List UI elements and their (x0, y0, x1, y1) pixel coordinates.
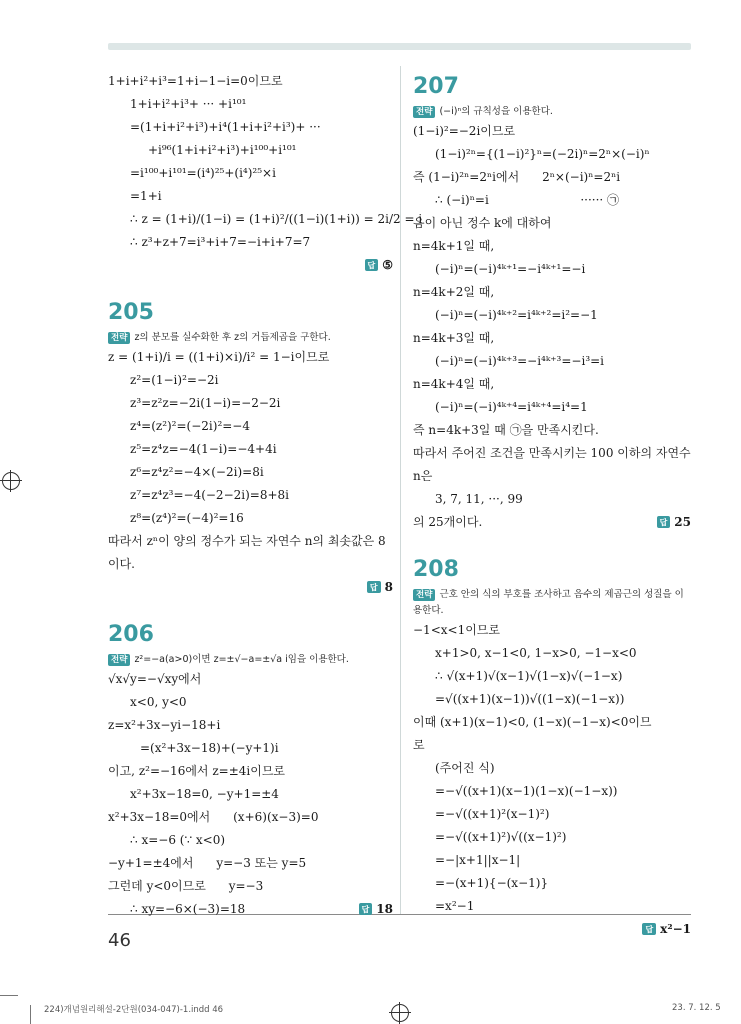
solution-line: z²=(1−i)²=−2i (130, 373, 219, 387)
solution-line: =−(x+1){−(x−1)} (435, 876, 549, 890)
solution-line: =x²−1 (435, 899, 475, 913)
solution-line: 로 (413, 738, 425, 752)
footer-date: 23. 7. 12. 5 (672, 1003, 721, 1013)
solution-line: n=4k+4일 때, (413, 377, 495, 391)
solution-line: 1+i+i²+i³=1+i−1−i=0이므로 (108, 74, 283, 88)
registration-mark-icon (391, 1004, 409, 1022)
strategy-text: 근호 안의 식의 부호를 조사하고 음수의 제곱근의 성질을 이용한다. (413, 589, 684, 616)
solution-line: (−i)ⁿ=(−i)⁴ᵏ⁺²=i⁴ᵏ⁺²=i²=−1 (435, 308, 598, 322)
answer (108, 576, 393, 598)
problem-number: 205 (108, 300, 154, 325)
solution-line: z=x²+3x−yi−18+i (108, 718, 221, 732)
solution-line: ∴ xy=−6×(−3)=18 (130, 902, 246, 916)
solution-line: ∴ x=−6 (∵ x<0) (130, 833, 226, 847)
solution-line: n=4k+1일 때, (413, 239, 495, 253)
solution-line: ∴ z = (1+i)/(1−i) = (1+i)²/((1−i)(1+i)) = 2i/2 = i (130, 212, 423, 226)
solution-line: =(x²+3x−18)+(−y+1)i (140, 741, 279, 755)
solution-line: x²+3x−18=0, −y+1=±4 (130, 787, 279, 801)
solution-line: ∴ z³+z+7=i³+i+7=−i+i+7=7 (130, 235, 311, 249)
problem-number: 208 (413, 557, 459, 582)
solution-line: n=4k+2일 때, (413, 285, 495, 299)
solution-line: ∴ √(x+1)√(x−1)√(1−x)√(−1−x) (435, 669, 623, 683)
solution-line: 즉 n=4k+3일 때 ㉠을 만족시킨다. (413, 423, 599, 437)
answer-value: 8 (384, 580, 393, 594)
solution-line: =−√((x+1)²(x−1)²) (435, 807, 550, 821)
answer (413, 511, 691, 533)
strategy-text: z의 분모를 실수화한 후 z의 거듭제곱을 구한다. (134, 332, 331, 343)
solution-line: 1+i+i²+i³+ ··· +i¹⁰¹ (130, 97, 247, 111)
answer-value: ⑤ (382, 258, 393, 272)
solution-line: (−i)ⁿ=(−i)⁴ᵏ⁺⁴=i⁴ᵏ⁺⁴=i⁴=1 (435, 400, 588, 414)
solution-line: (1−i)²=−2i이므로 (413, 124, 516, 138)
solution-line: =1+i (130, 189, 162, 203)
solution-line: 3, 7, 11, ···, 99 (435, 492, 523, 506)
solution-line: 의 25개이다. (413, 515, 483, 529)
solution-line: z⁷=z⁴z³=−4(−2−2i)=8+8i (130, 488, 289, 502)
solution-line: x²+3x−18=0에서 (x+6)(x−3)=0 (108, 810, 319, 824)
solution-line: x<0, y<0 (130, 695, 187, 709)
solution-line: =−√((x+1)(x−1)(1−x)(−1−x)) (435, 784, 618, 798)
solution-line: ∴ (−i)ⁿ=i ······ ㉠ (435, 193, 620, 207)
solution-line: z⁴=(z²)²=(−2i)²=−4 (130, 419, 250, 433)
column-divider (400, 66, 401, 914)
solution-line: n은 (413, 469, 433, 483)
answer (108, 254, 393, 276)
solution-line: (주어진 식) (435, 761, 495, 775)
strategy-badge: 전략 (413, 589, 435, 601)
strategy-badge: 전략 (108, 332, 130, 344)
solution-line: 따라서 zⁿ이 양의 정수가 되는 자연수 n의 최솟값은 8 (108, 534, 386, 548)
solution-line: (−i)ⁿ=(−i)⁴ᵏ⁺¹=−i⁴ᵏ⁺¹=−i (435, 262, 586, 276)
solution-line: =(1+i+i²+i³)+i⁴(1+i+i²+i³)+ ··· (130, 120, 321, 134)
solution-line: z⁵=z⁴z=−4(1−i)=−4+4i (130, 442, 277, 456)
problem-number: 207 (413, 74, 459, 99)
solution-line: 이때 (x+1)(x−1)<0, (1−x)(−1−x)<0이므 (413, 715, 652, 729)
solution-line: =−|x+1||x−1| (435, 853, 521, 867)
solution-line: =√((x+1)(x−1))√((1−x)(−1−x)) (435, 692, 625, 706)
answer-tag: 답 (657, 516, 671, 528)
strategy (413, 587, 691, 619)
strategy (413, 104, 691, 120)
strategy (108, 330, 393, 346)
solution-line: √x√y=−√xy에서 (108, 672, 202, 686)
answer (108, 898, 393, 920)
solution-line: 이고, z²=−16에서 z=±4i이므로 (108, 764, 286, 778)
solution-line: n=4k+3일 때, (413, 331, 495, 345)
solution-line: +i⁹⁶(1+i+i²+i³)+i¹⁰⁰+i¹⁰¹ (148, 143, 297, 157)
solution-line: x+1>0, x−1<0, 1−x>0, −1−x<0 (435, 646, 637, 660)
problem-204-continuation (108, 70, 423, 276)
strategy-badge: 전략 (108, 654, 130, 666)
solution-line: 따라서 주어진 조건을 만족시키는 100 이하의 자연수 (413, 446, 691, 460)
solution-line: z⁸=(z⁴)²=(−4)²=16 (130, 511, 244, 525)
solution-line: −y+1=±4에서 y=−3 또는 y=5 (108, 856, 307, 870)
crop-mark (30, 1005, 31, 1024)
problem-206 (108, 618, 393, 920)
problem-number: 206 (108, 622, 154, 647)
header-bar (108, 43, 691, 50)
solution-line: (1−i)²ⁿ={(1−i)²}ⁿ=(−2i)ⁿ=2ⁿ×(−i)ⁿ (435, 147, 650, 161)
solution-line: 즉 (1−i)²ⁿ=2ⁿi에서 2ⁿ×(−i)ⁿ=2ⁿi (413, 170, 621, 184)
problem-208 (413, 553, 691, 940)
solution-line: 음이 아닌 정수 k에 대하여 (413, 216, 552, 230)
solution-line: =−√((x+1)²)√((x−1)²) (435, 830, 567, 844)
registration-mark-icon (2, 472, 20, 490)
strategy-text: (−i)ⁿ의 규칙성을 이용한다. (439, 106, 553, 117)
solution-line: z = (1+i)/i = ((1+i)×i)/i² = 1−i이므로 (108, 350, 330, 364)
solution-line: (−i)ⁿ=(−i)⁴ᵏ⁺³=−i⁴ᵏ⁺³=−i³=i (435, 354, 605, 368)
solution-line: =i¹⁰⁰+i¹⁰¹=(i⁴)²⁵+(i⁴)²⁵×i (130, 166, 276, 180)
answer-tag: 답 (365, 259, 379, 271)
crop-mark (0, 995, 18, 996)
answer (413, 918, 691, 940)
solution-line: z³=z²z=−2i(1−i)=−2−2i (130, 396, 281, 410)
strategy-text: z²=−a(a>0)이면 z=±√−a=±√a i임을 이용한다. (134, 654, 349, 665)
problem-207 (413, 70, 691, 533)
right-column (413, 70, 691, 940)
answer-tag: 답 (642, 923, 656, 935)
solution-line: 그런데 y<0이므로 y=−3 (108, 879, 264, 893)
solution-line: 이다. (108, 557, 135, 571)
page-number: 46 (108, 930, 131, 951)
solution-line: −1<x<1이므로 (413, 623, 500, 637)
answer-tag: 답 (359, 903, 373, 915)
answer-value: 25 (674, 515, 691, 529)
answer-value: 18 (376, 902, 393, 916)
answer-value: x²−1 (660, 922, 691, 936)
answer-tag: 답 (367, 581, 381, 593)
solution-line: z⁶=z⁴z²=−4×(−2i)=8i (130, 465, 264, 479)
footer-file: 224)개념원리해설-2단원(034-047)-1.indd 46 (44, 1005, 224, 1015)
strategy (108, 652, 393, 668)
problem-205 (108, 296, 393, 598)
strategy-badge: 전략 (413, 106, 435, 118)
